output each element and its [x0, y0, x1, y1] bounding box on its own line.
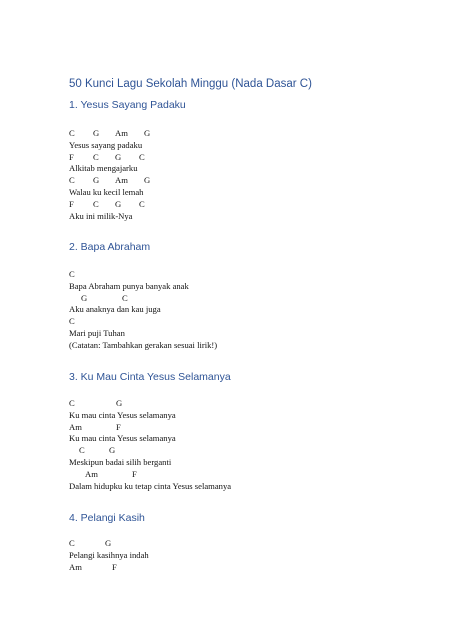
chord: C: [69, 538, 75, 548]
chord: C: [69, 269, 75, 279]
lyric-line: Pelangi kasihnya indah: [69, 549, 149, 560]
chord: Am: [85, 468, 98, 479]
chord: C: [69, 398, 75, 408]
lyric-line: Yesus sayang padaku: [69, 139, 143, 150]
chord: F: [69, 198, 74, 209]
chord: F: [69, 151, 74, 162]
chord: C: [93, 151, 99, 162]
lyric-line: Aku anaknya dan kau juga: [69, 304, 161, 315]
lyric-line: Bapa Abraham punya banyak anak: [69, 280, 189, 291]
lyric-line: Dalam hidupku ku tetap cinta Yesus selamanya: [69, 480, 232, 491]
lyric-line: Ku mau cinta Yesus selamanya: [69, 409, 176, 420]
chord: Am: [115, 175, 128, 186]
lyric-line: Alkitab mengajarku: [69, 163, 138, 174]
chord: Am: [69, 421, 82, 432]
song-heading: 1. Yesus Sayang Padaku: [69, 99, 186, 111]
lyric-line: Mari puji Tuhan: [69, 328, 125, 338]
song-heading: 4. Pelangi Kasih: [69, 512, 145, 524]
lyric-line: Aku ini milik-Nya: [69, 210, 133, 221]
lyric-line: Walau ku kecil lemah: [69, 187, 144, 197]
chord: G: [105, 538, 112, 548]
chord: G: [109, 445, 116, 456]
song-heading: 2. Bapa Abraham: [69, 241, 151, 253]
chord: G: [115, 198, 122, 209]
chord: G: [144, 128, 151, 138]
chord: F: [132, 468, 137, 479]
document-title: 50 Kunci Lagu Sekolah Minggu (Nada Dasar C): [69, 78, 312, 90]
lyric-line: Meskipun badai silih berganti: [69, 457, 172, 467]
chord: Am: [69, 561, 82, 572]
chord: C: [139, 151, 145, 162]
chord: G: [115, 151, 122, 162]
lyric-line: (Catatan: Tambahkan gerakan sesuai lirik!): [69, 339, 218, 350]
chord: G: [93, 128, 100, 138]
chord: G: [144, 175, 151, 186]
chord: C: [139, 198, 145, 209]
chord: C: [69, 128, 75, 138]
chord: C: [122, 292, 128, 303]
chord: C: [93, 198, 99, 209]
chord: C: [69, 175, 75, 186]
chord: C: [79, 445, 85, 456]
song-heading: 3. Ku Mau Cinta Yesus Selamanya: [69, 371, 231, 383]
chord: Am: [115, 128, 128, 138]
chord: G: [116, 398, 123, 408]
chord: F: [112, 561, 117, 572]
chord: G: [93, 175, 100, 186]
lyric-line: Ku mau cinta Yesus selamanya: [69, 433, 176, 444]
chord: F: [116, 421, 121, 432]
chord: G: [81, 292, 88, 303]
chord: C: [69, 316, 75, 327]
